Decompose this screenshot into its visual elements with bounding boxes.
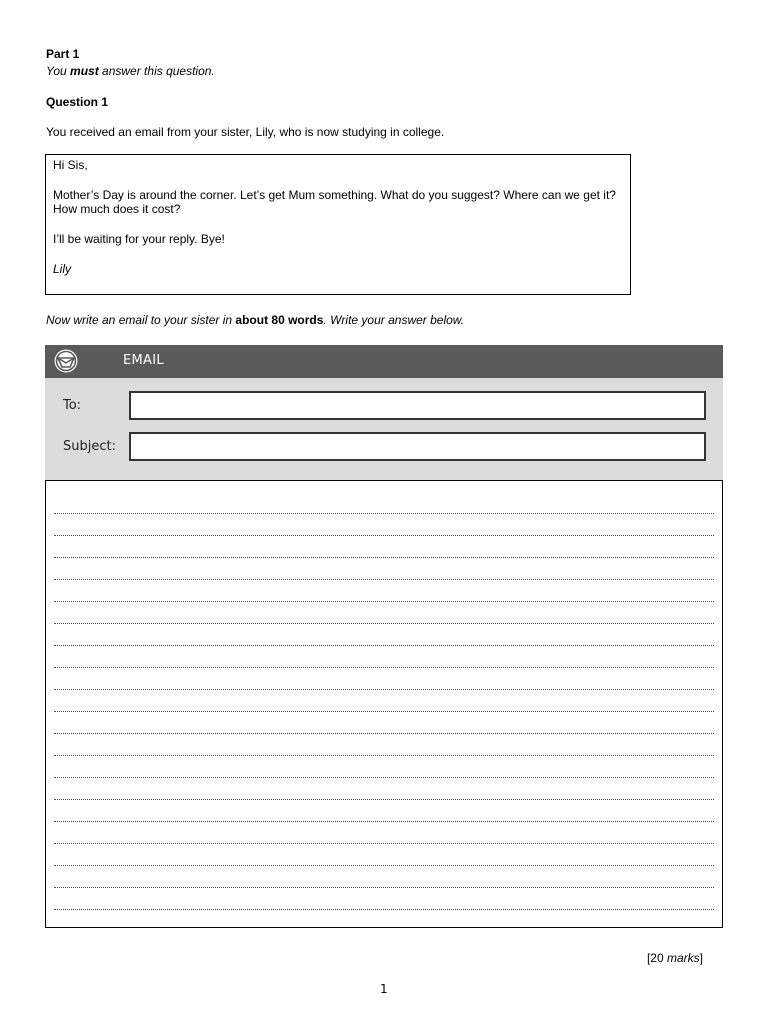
answer-line (54, 689, 714, 690)
task-post: . Write your answer below. (323, 313, 465, 327)
answer-line (54, 557, 714, 558)
answer-line (54, 821, 714, 822)
question-intro: You received an email from your sister, Lily, who is now studying in college. (46, 125, 445, 139)
subject-field[interactable] (129, 432, 706, 461)
letter-box (45, 154, 631, 295)
answer-line (54, 755, 714, 756)
marks-open: [20 (646, 951, 667, 965)
answer-line (54, 711, 714, 712)
answer-line (54, 579, 714, 580)
letter-greeting: Hi Sis, (53, 158, 88, 172)
question-title: Question 1 (46, 95, 109, 109)
letter-paragraph-1: Mother’s Day is around the corner. Let’s get Mum something. What do you suggest? Where can we get it? How much does it cost? (53, 188, 616, 216)
to-field[interactable] (129, 391, 706, 420)
answer-line (54, 887, 714, 888)
answer-line (54, 645, 714, 646)
subject-label: Subject: (63, 439, 116, 454)
letter-signature: Lily (53, 262, 72, 276)
instruction-emphasis: must (70, 64, 99, 78)
answer-line (54, 865, 714, 866)
answer-line (54, 623, 714, 624)
answer-line (54, 799, 714, 800)
email-header (45, 345, 723, 378)
instruction-post: answer this question. (98, 64, 215, 78)
to-label: To: (63, 398, 82, 413)
part-title: Part 1 (46, 47, 80, 61)
email-fields-panel (45, 378, 723, 480)
task-instruction (46, 313, 464, 327)
answer-area[interactable] (45, 480, 723, 928)
instruction-pre: You (46, 64, 71, 78)
task-word-count: about 80 words (235, 313, 324, 327)
answer-line (54, 601, 714, 602)
marks-close: ] (699, 951, 703, 965)
task-pre: Now write an email to your sister in (46, 313, 236, 327)
email-header-label: EMAIL (123, 353, 164, 368)
letter-paragraph-2: I’ll be waiting for your reply. Bye! (53, 232, 225, 246)
page-number: 1 (380, 982, 388, 996)
answer-line (54, 535, 714, 536)
answer-line (54, 909, 714, 910)
answer-line (54, 777, 714, 778)
answer-line (54, 733, 714, 734)
answer-line (54, 843, 714, 844)
marks-label (647, 951, 703, 965)
part-instruction (46, 64, 215, 78)
marks-word: marks (666, 951, 700, 965)
answer-line (54, 513, 714, 514)
answer-line (54, 667, 714, 668)
email-globe-icon (53, 348, 79, 374)
